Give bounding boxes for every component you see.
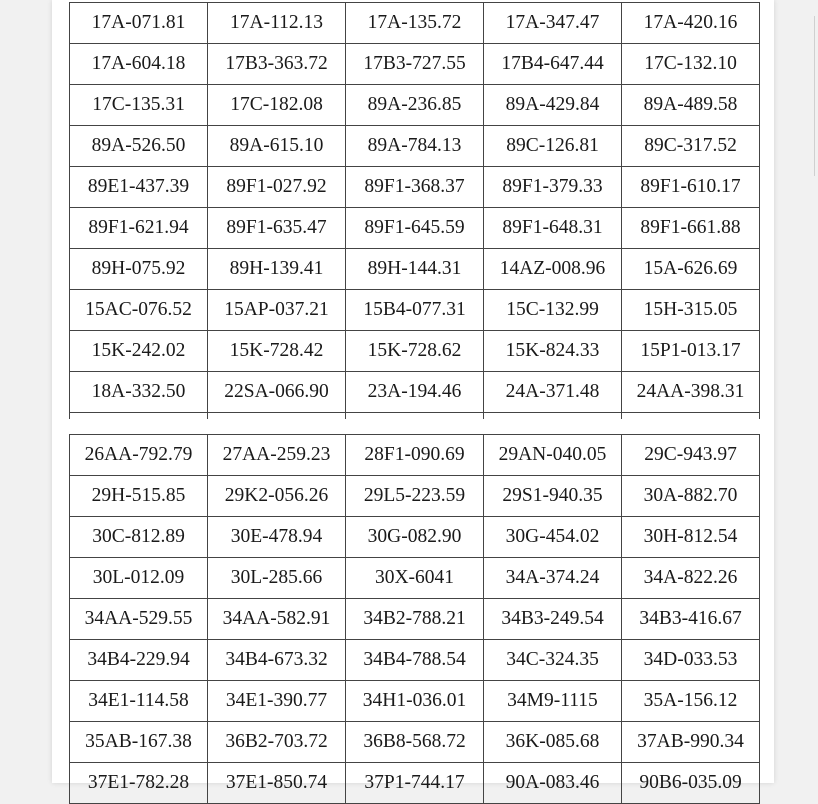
table-cell: 30L-012.09 (70, 558, 208, 599)
table-cell-empty (208, 413, 346, 420)
table-cell: 15C-132.99 (484, 290, 622, 331)
table-cell: 15H-315.05 (622, 290, 760, 331)
table-row (70, 763, 760, 804)
scrollbar-track[interactable] (814, 16, 818, 176)
table-cell: 89A-784.13 (346, 126, 484, 167)
table-cell: 89H-144.31 (346, 249, 484, 290)
table-cell: 36K-085.68 (484, 722, 622, 763)
table-cell: 18A-332.50 (70, 372, 208, 413)
table-cell: 89C-126.81 (484, 126, 622, 167)
table-cell: 89A-236.85 (346, 85, 484, 126)
table-cell: 89F1-027.92 (208, 167, 346, 208)
table-cell: 17B3-727.55 (346, 44, 484, 85)
table-cell-empty (70, 413, 208, 420)
table-cell: 29H-515.85 (70, 476, 208, 517)
table-cell: 15K-728.62 (346, 331, 484, 372)
table-cell: 34E1-390.77 (208, 681, 346, 722)
table-row (70, 640, 760, 681)
table-cell: 89A-489.58 (622, 85, 760, 126)
table-cell: 28F1-090.69 (346, 435, 484, 476)
table-cell: 15K-242.02 (70, 331, 208, 372)
table-cell: 34AA-582.91 (208, 599, 346, 640)
table-row-partial (70, 413, 760, 420)
table-cell: 34A-374.24 (484, 558, 622, 599)
table-cell: 30L-285.66 (208, 558, 346, 599)
table-row (70, 167, 760, 208)
table-cell: 89F1-648.31 (484, 208, 622, 249)
table-cell: 35A-156.12 (622, 681, 760, 722)
table-cell: 89F1-661.88 (622, 208, 760, 249)
table-cell: 89A-526.50 (70, 126, 208, 167)
table-cell: 30A-882.70 (622, 476, 760, 517)
table-cell: 90A-083.46 (484, 763, 622, 804)
table-cell: 15AP-037.21 (208, 290, 346, 331)
table-cell: 22SA-066.90 (208, 372, 346, 413)
table-cell: 17A-420.16 (622, 3, 760, 44)
table-cell: 89A-429.84 (484, 85, 622, 126)
table-cell: 29C-943.97 (622, 435, 760, 476)
table-cell: 29K2-056.26 (208, 476, 346, 517)
table-cell: 34B2-788.21 (346, 599, 484, 640)
table-cell: 34B4-788.54 (346, 640, 484, 681)
table-row (70, 208, 760, 249)
table-cell: 34B3-416.67 (622, 599, 760, 640)
table-cell: 17A-604.18 (70, 44, 208, 85)
table-cell: 34A-822.26 (622, 558, 760, 599)
table-cell: 34E1-114.58 (70, 681, 208, 722)
table-row (70, 435, 760, 476)
table-row (70, 249, 760, 290)
table-cell: 17B4-647.44 (484, 44, 622, 85)
table-cell: 30X-6041 (346, 558, 484, 599)
table-cell: 34AA-529.55 (70, 599, 208, 640)
table-cell: 89F1-610.17 (622, 167, 760, 208)
table-cell: 89A-615.10 (208, 126, 346, 167)
table-cell: 89H-075.92 (70, 249, 208, 290)
table-cell: 89F1-621.94 (70, 208, 208, 249)
table-cell: 89C-317.52 (622, 126, 760, 167)
table-cell: 37E1-850.74 (208, 763, 346, 804)
table-row (70, 558, 760, 599)
table-cell: 15K-824.33 (484, 331, 622, 372)
table-row (70, 372, 760, 413)
table-row (70, 85, 760, 126)
table-cell: 30G-082.90 (346, 517, 484, 558)
table-cell: 24A-371.48 (484, 372, 622, 413)
table-cell: 89E1-437.39 (70, 167, 208, 208)
table-cell: 34B4-229.94 (70, 640, 208, 681)
table-cell: 89H-139.41 (208, 249, 346, 290)
table-row (70, 476, 760, 517)
table-row (70, 722, 760, 763)
table-cell: 17A-071.81 (70, 3, 208, 44)
table-cell: 34M9-1115 (484, 681, 622, 722)
table-cell-empty (484, 413, 622, 420)
table-row (70, 517, 760, 558)
table-cell: 15AC-076.52 (70, 290, 208, 331)
table-cell: 15P1-013.17 (622, 331, 760, 372)
table-cell: 23A-194.46 (346, 372, 484, 413)
table-cell: 34H1-036.01 (346, 681, 484, 722)
table-cell: 34B4-673.32 (208, 640, 346, 681)
table-cell: 14AZ-008.96 (484, 249, 622, 290)
table-cell: 17B3-363.72 (208, 44, 346, 85)
table-row (70, 3, 760, 44)
table-cell: 89F1-635.47 (208, 208, 346, 249)
table-cell: 15K-728.42 (208, 331, 346, 372)
table-cell: 37E1-782.28 (70, 763, 208, 804)
table-cell-empty (622, 413, 760, 420)
table-cell: 15B4-077.31 (346, 290, 484, 331)
table-cell: 34B3-249.54 (484, 599, 622, 640)
table-cell: 29L5-223.59 (346, 476, 484, 517)
plate-table-2 (69, 434, 760, 804)
table-cell: 89F1-368.37 (346, 167, 484, 208)
table-cell: 17A-347.47 (484, 3, 622, 44)
table-cell: 30G-454.02 (484, 517, 622, 558)
table-cell: 35AB-167.38 (70, 722, 208, 763)
table-row (70, 681, 760, 722)
table-row (70, 44, 760, 85)
table-cell: 17C-182.08 (208, 85, 346, 126)
table-cell: 29AN-040.05 (484, 435, 622, 476)
table-cell: 26AA-792.79 (70, 435, 208, 476)
table-cell: 15A-626.69 (622, 249, 760, 290)
table-row (70, 599, 760, 640)
table-cell: 89F1-645.59 (346, 208, 484, 249)
table-cell: 34C-324.35 (484, 640, 622, 681)
table-cell: 37AB-990.34 (622, 722, 760, 763)
table-row (70, 290, 760, 331)
table-cell: 30E-478.94 (208, 517, 346, 558)
table-cell: 17C-132.10 (622, 44, 760, 85)
table-cell: 30C-812.89 (70, 517, 208, 558)
table-cell: 24AA-398.31 (622, 372, 760, 413)
table-cell: 30H-812.54 (622, 517, 760, 558)
table-cell: 34D-033.53 (622, 640, 760, 681)
table-cell: 17A-112.13 (208, 3, 346, 44)
table-cell: 36B8-568.72 (346, 722, 484, 763)
table-cell: 29S1-940.35 (484, 476, 622, 517)
table-cell: 27AA-259.23 (208, 435, 346, 476)
table-cell: 17A-135.72 (346, 3, 484, 44)
table-cell: 17C-135.31 (70, 85, 208, 126)
table-row (70, 331, 760, 372)
table-cell-empty (346, 413, 484, 420)
table-cell: 37P1-744.17 (346, 763, 484, 804)
table-cell: 36B2-703.72 (208, 722, 346, 763)
table-row (70, 126, 760, 167)
table-cell: 89F1-379.33 (484, 167, 622, 208)
table-cell: 90B6-035.09 (622, 763, 760, 804)
plate-table-1 (69, 2, 760, 419)
